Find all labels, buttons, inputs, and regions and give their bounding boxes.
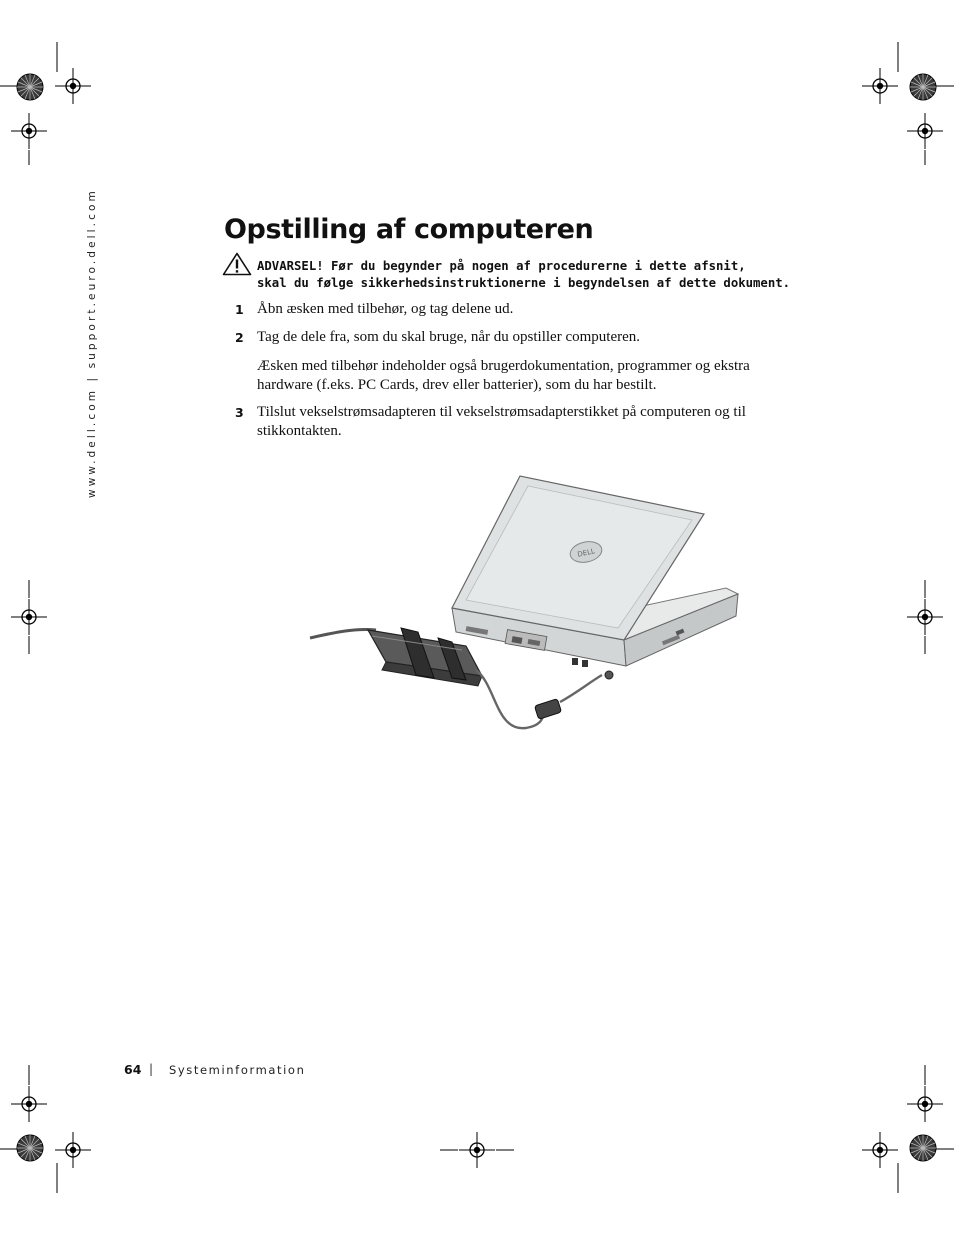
step-2-text: Tag de dele fra, som du skal bruge, når du opstiller computeren. [257, 329, 640, 345]
laptop [452, 476, 738, 679]
sidebar-url: www.dell.com | support.euro.dell.com [86, 188, 98, 498]
ac-adapter [368, 628, 482, 686]
step-3-text: Tilslut vekselstrømsadapteren til vekselstrømsadapterstikket på computeren og til stikkontakten. [257, 404, 746, 439]
footer-section-title: Systeminformation [169, 1063, 306, 1077]
step-1-text: Åbn æsken med tilbehør, og tag delene ud. [257, 301, 514, 317]
dell-logo: DELL [576, 547, 596, 559]
step-2-number: 2 [235, 330, 244, 345]
warning-text [257, 258, 817, 292]
laptop-adapter-illustration [306, 470, 746, 740]
warning-triangle-icon [222, 252, 252, 276]
page-title: Opstilling af computeren [224, 214, 594, 245]
warning-line-1: ADVARSEL! Før du begynder på nogen af procedurerne i dette afsnit, [257, 259, 746, 273]
warning-line-2: skal du følge sikkerhedsinstruktionerne i begyndelsen af dette dokument. [257, 276, 791, 290]
footer-separator: | [149, 1062, 154, 1076]
step-2-note: Æsken med tilbehør indeholder også brugerdokumentation, programmer og ekstra hardware (f.eks. PC Cards, drev eller batterier), som du har bestilt. [257, 358, 750, 393]
step-3-number: 3 [235, 405, 244, 420]
page-number: 64 [124, 1062, 142, 1077]
step-1-number: 1 [235, 302, 244, 317]
